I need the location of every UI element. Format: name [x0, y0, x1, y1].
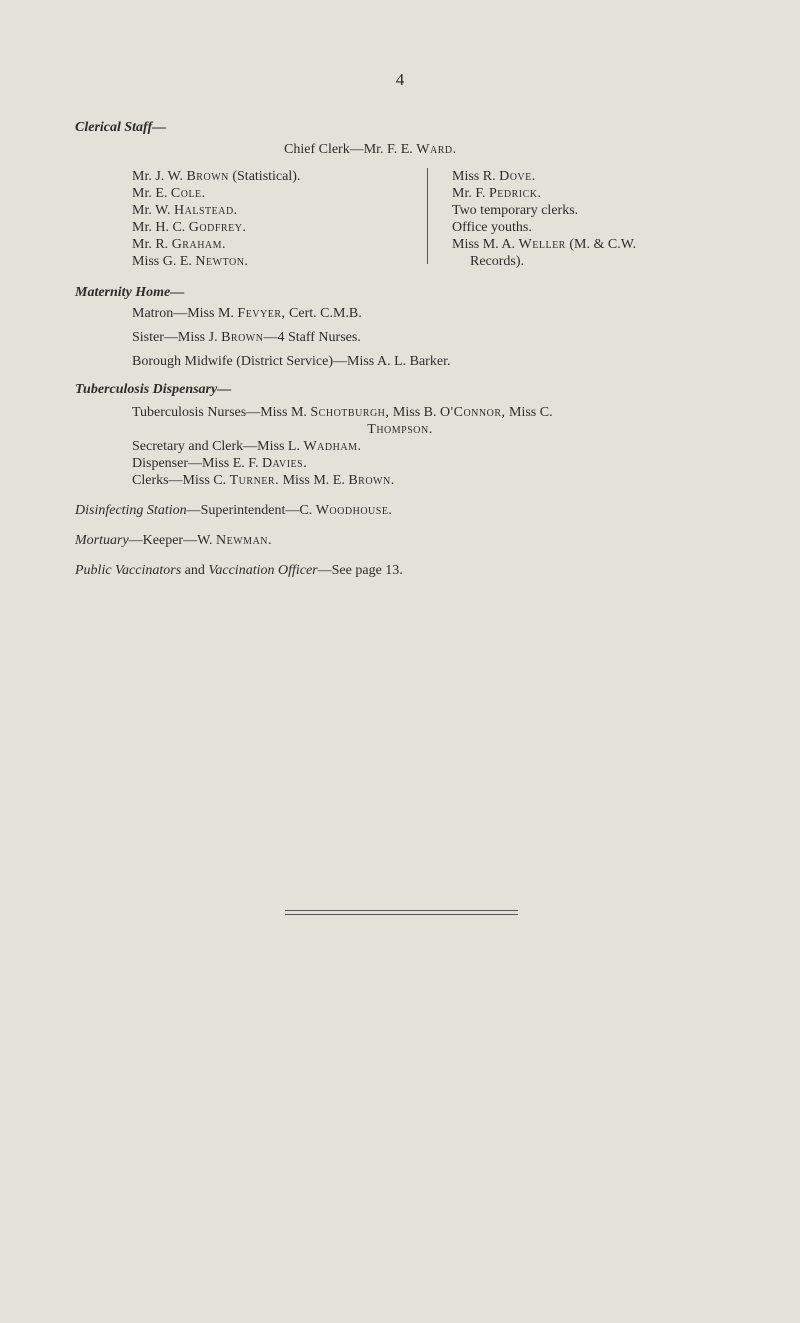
clerical-right-column [452, 168, 636, 270]
maternity-heading: Maternity Home— [75, 285, 185, 300]
matron-line: Matron—Miss M. Fevyer, Cert. C.M.B. [132, 306, 362, 321]
chief-clerk-line [284, 141, 457, 158]
staff-entry: Two temporary clerks. [452, 203, 579, 218]
staff-entry: Mr. F. Pedrick. [452, 186, 542, 201]
staff-entry: Mr. H. C. Godfrey. [132, 220, 247, 235]
staff-entry: Miss G. E. Newton. [132, 254, 249, 269]
staff-entry: Records). [470, 254, 525, 269]
chief-clerk-name: Ward. [416, 142, 457, 157]
midwife-line: Borough Midwife (District Service)—Miss A. L. Barker. [132, 354, 451, 369]
secretary-line: Secretary and Clerk—Miss L. Wadham. [132, 439, 362, 454]
tb-nurses-continued: Thompson. [367, 422, 433, 437]
column-divider [427, 168, 428, 264]
staff-entry: Office youths. [452, 220, 532, 235]
tb-nurses-line: Tuberculosis Nurses—Miss M. Schotburgh, Miss B. O'Connor, Miss C. [132, 405, 553, 420]
clerks-line: Clerks—Miss C. Turner. Miss M. E. Brown. [132, 473, 395, 488]
closing-rule-top [285, 910, 518, 911]
sister-line: Sister—Miss J. Brown—4 Staff Nurses. [132, 330, 361, 345]
staff-entry: Mr. W. Halstead. [132, 203, 238, 218]
clerical-staff-heading: Clerical Staff— [75, 120, 167, 135]
clerical-left-column [132, 168, 300, 270]
public-vaccinators-line: Public Vaccinators and Vaccination Officer—See page 13. [75, 563, 403, 578]
staff-entry: Mr. J. W. Brown (Statistical). [132, 169, 301, 184]
tb-heading: Tuberculosis Dispensary— [75, 382, 232, 397]
page-number: 4 [395, 70, 405, 89]
chief-clerk-prefix: Chief Clerk—Mr. F. E. [284, 142, 417, 157]
dispenser-line: Dispenser—Miss E. F. Davies. [132, 456, 308, 471]
disinfecting-line: Disinfecting Station—Superintendent—C. Woodhouse. [75, 503, 393, 518]
staff-entry: Miss M. A. Weller (M. & C.W. [452, 237, 637, 252]
staff-entry: Mr. R. Graham. [132, 237, 227, 252]
staff-entry: Miss R. Dove. [452, 169, 536, 184]
staff-entry: Mr. E. Cole. [132, 186, 206, 201]
mortuary-line: Mortuary—Keeper—W. Newman. [75, 533, 273, 548]
closing-rule-bottom [285, 914, 518, 915]
